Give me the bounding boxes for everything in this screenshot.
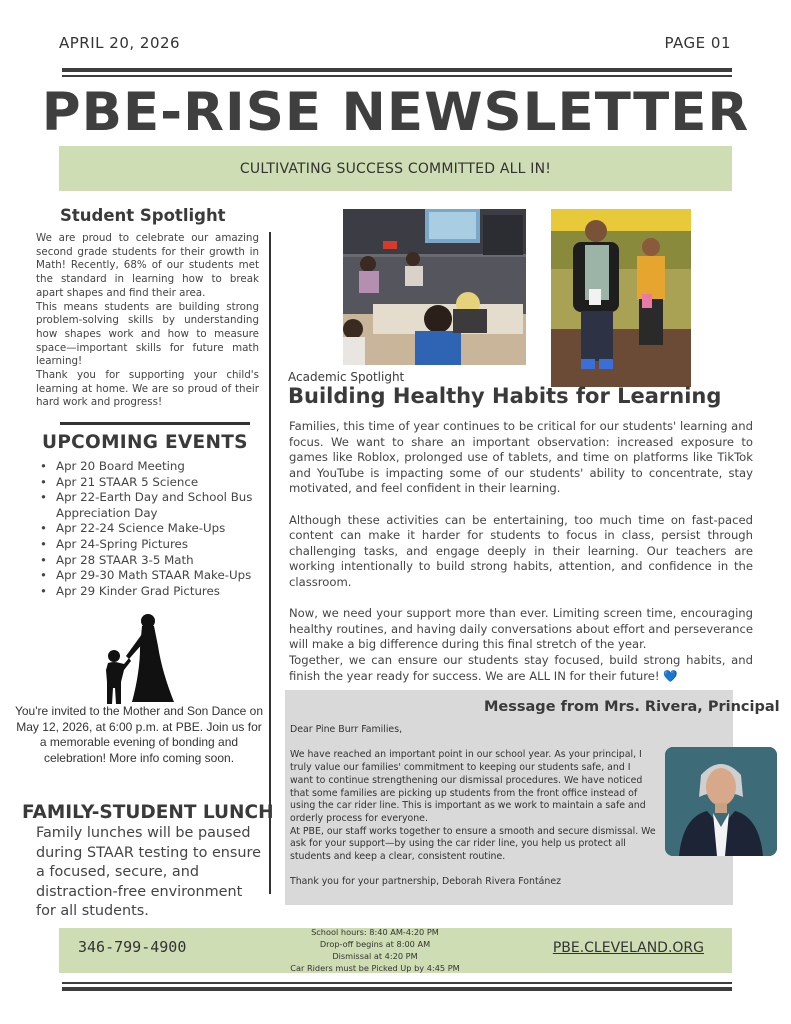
newsletter-title: PBE-RISE NEWSLETTER: [41, 82, 750, 143]
message-signoff: Thank you for your partnership, Deborah Rivera Fontánez: [290, 876, 562, 888]
newsletter-date: APRIL 20, 2026: [59, 34, 181, 52]
events-list: [38, 459, 270, 599]
event-item: • Apr 21 STAAR 5 Science: [38, 475, 270, 491]
footer-rule-bottom: [62, 987, 732, 991]
academic-spotlight-label: Academic Spotlight: [288, 370, 405, 384]
tagline-text: CULTIVATING SUCCESS COMMITTED ALL IN!: [239, 160, 552, 177]
spotlight-paragraph: This means students are building strong problem-solving skills by understanding how shapes work and how to measure space—important skills for future math learning!: [36, 300, 259, 368]
event-item: • Apr 29-30 Math STAAR Make-Ups: [38, 568, 270, 584]
hours-line: Drop-off begins at 8:00 AM: [319, 939, 431, 949]
students-photo: [551, 209, 691, 387]
event-item: • Apr 22-Earth Day and School Bus Appreciation Day: [38, 490, 270, 521]
header-rule-bottom: [62, 75, 732, 77]
principal-message-text: [290, 724, 656, 889]
academic-paragraph: Although these activities can be entertaining, too much time on fast-paced content can make it harder for students to focus in class, persist through challenging tasks, and engage deeply in their learning. Our teachers are working intentionally to build strong habits, attention, and confidence in the classroom.: [289, 512, 753, 589]
hours-line: Car Riders must be Picked Up by 4:45 PM: [290, 963, 460, 973]
hours-line: Dismissal at 4:20 PM: [332, 951, 418, 961]
academic-paragraph: Together, we can ensure our students stay focused, build strong habits, and finish the year ready for success. We are ALL IN for their future!: [289, 652, 753, 683]
footer-school-hours: [270, 926, 480, 974]
header-rule-top: [62, 68, 732, 72]
event-item: • Apr 22-24 Science Make-Ups: [38, 521, 270, 537]
family-lunch-text: Family lunches will be paused during STAAR testing to ensure a focused, secure, and distraction-free environment for all students.: [36, 825, 262, 919]
message-paragraph: At PBE, our staff works together to ensure a smooth and secure dismissal. We ask for your support—by using the car rider line, you help us protect all students and keep a clear, consistent routine.: [290, 825, 656, 863]
academic-spotlight-body: [289, 419, 753, 684]
academic-paragraph: Families, this time of year continues to be critical for our students' learning and focus. We want to share an important observation: increased exposure to games like Roblox, prolonged use of tablets, and time on platforms like TikTok and YouTube is impacting some of our students' ability to concentrate, stay motivated, and feel confident in their learning.: [289, 419, 753, 496]
academic-paragraph: Now, we need your support more than ever. Limiting screen time, encouraging healthy routines, and having daily conversations about effort and perseverance will make a big difference during this final stretch of the year.: [289, 606, 753, 652]
footer-rule-top: [62, 982, 732, 984]
spotlight-paragraph: Thank you for supporting your child's learning at home. We are so proud of their hard work and progress!: [36, 369, 259, 409]
event-item: • Apr 28 STAAR 3-5 Math: [38, 553, 270, 569]
principal-portrait: [665, 747, 777, 856]
website-link[interactable]: PBE.CLEVELAND.ORG: [552, 940, 704, 956]
page-number: PAGE 01: [664, 34, 731, 52]
academic-spotlight-title: Building Healthy Habits for Learning: [288, 384, 722, 408]
student-spotlight-text: [36, 232, 259, 410]
tagline-banner: [59, 146, 732, 191]
message-paragraph: We have reached an important point in our school year. As your principal, I truly value our families' commitment to keeping our students safe, and I want to continue strengthening our dismissal procedures. We have noticed that some families are picking up students from the front office instead of using the car rider line. This is important as we work to maintain a safe and orderly process for everyone.: [290, 749, 646, 824]
family-lunch-heading: FAMILY-STUDENT LUNCH: [22, 802, 274, 823]
section-divider: [60, 422, 250, 425]
blue-heart-icon: 💙: [663, 668, 678, 683]
student-spotlight-heading: Student Spotlight: [60, 206, 226, 225]
classroom-photo: [343, 209, 526, 365]
mother-son-silhouette-icon: [98, 612, 178, 708]
message-greeting: Dear Pine Burr Families,: [290, 724, 403, 735]
footer-phone: 346-799-4900: [78, 938, 187, 956]
spotlight-paragraph: We are proud to celebrate our amazing second grade students for their growth in Math! Recently, 68% of our students met the standard in learning how to break apart shapes and find their area.: [36, 232, 259, 299]
principal-message-title: Message from Mrs. Rivera, Principal: [484, 699, 780, 715]
event-item: • Apr 20 Board Meeting: [38, 459, 270, 475]
event-item: • Apr 24-Spring Pictures: [38, 537, 270, 553]
hours-line: School hours: 8:40 AM-4:20 PM: [311, 927, 439, 937]
upcoming-events-heading: UPCOMING EVENTS: [42, 432, 248, 453]
event-item: • Apr 29 Kinder Grad Pictures: [38, 584, 270, 600]
mother-son-dance-invite: You're invited to the Mother and Son Dance on May 12, 2026, at 6:00 p.m. at PBE. Join us for a memorable evening of bonding and celebration! More info coming soon.: [14, 704, 263, 765]
